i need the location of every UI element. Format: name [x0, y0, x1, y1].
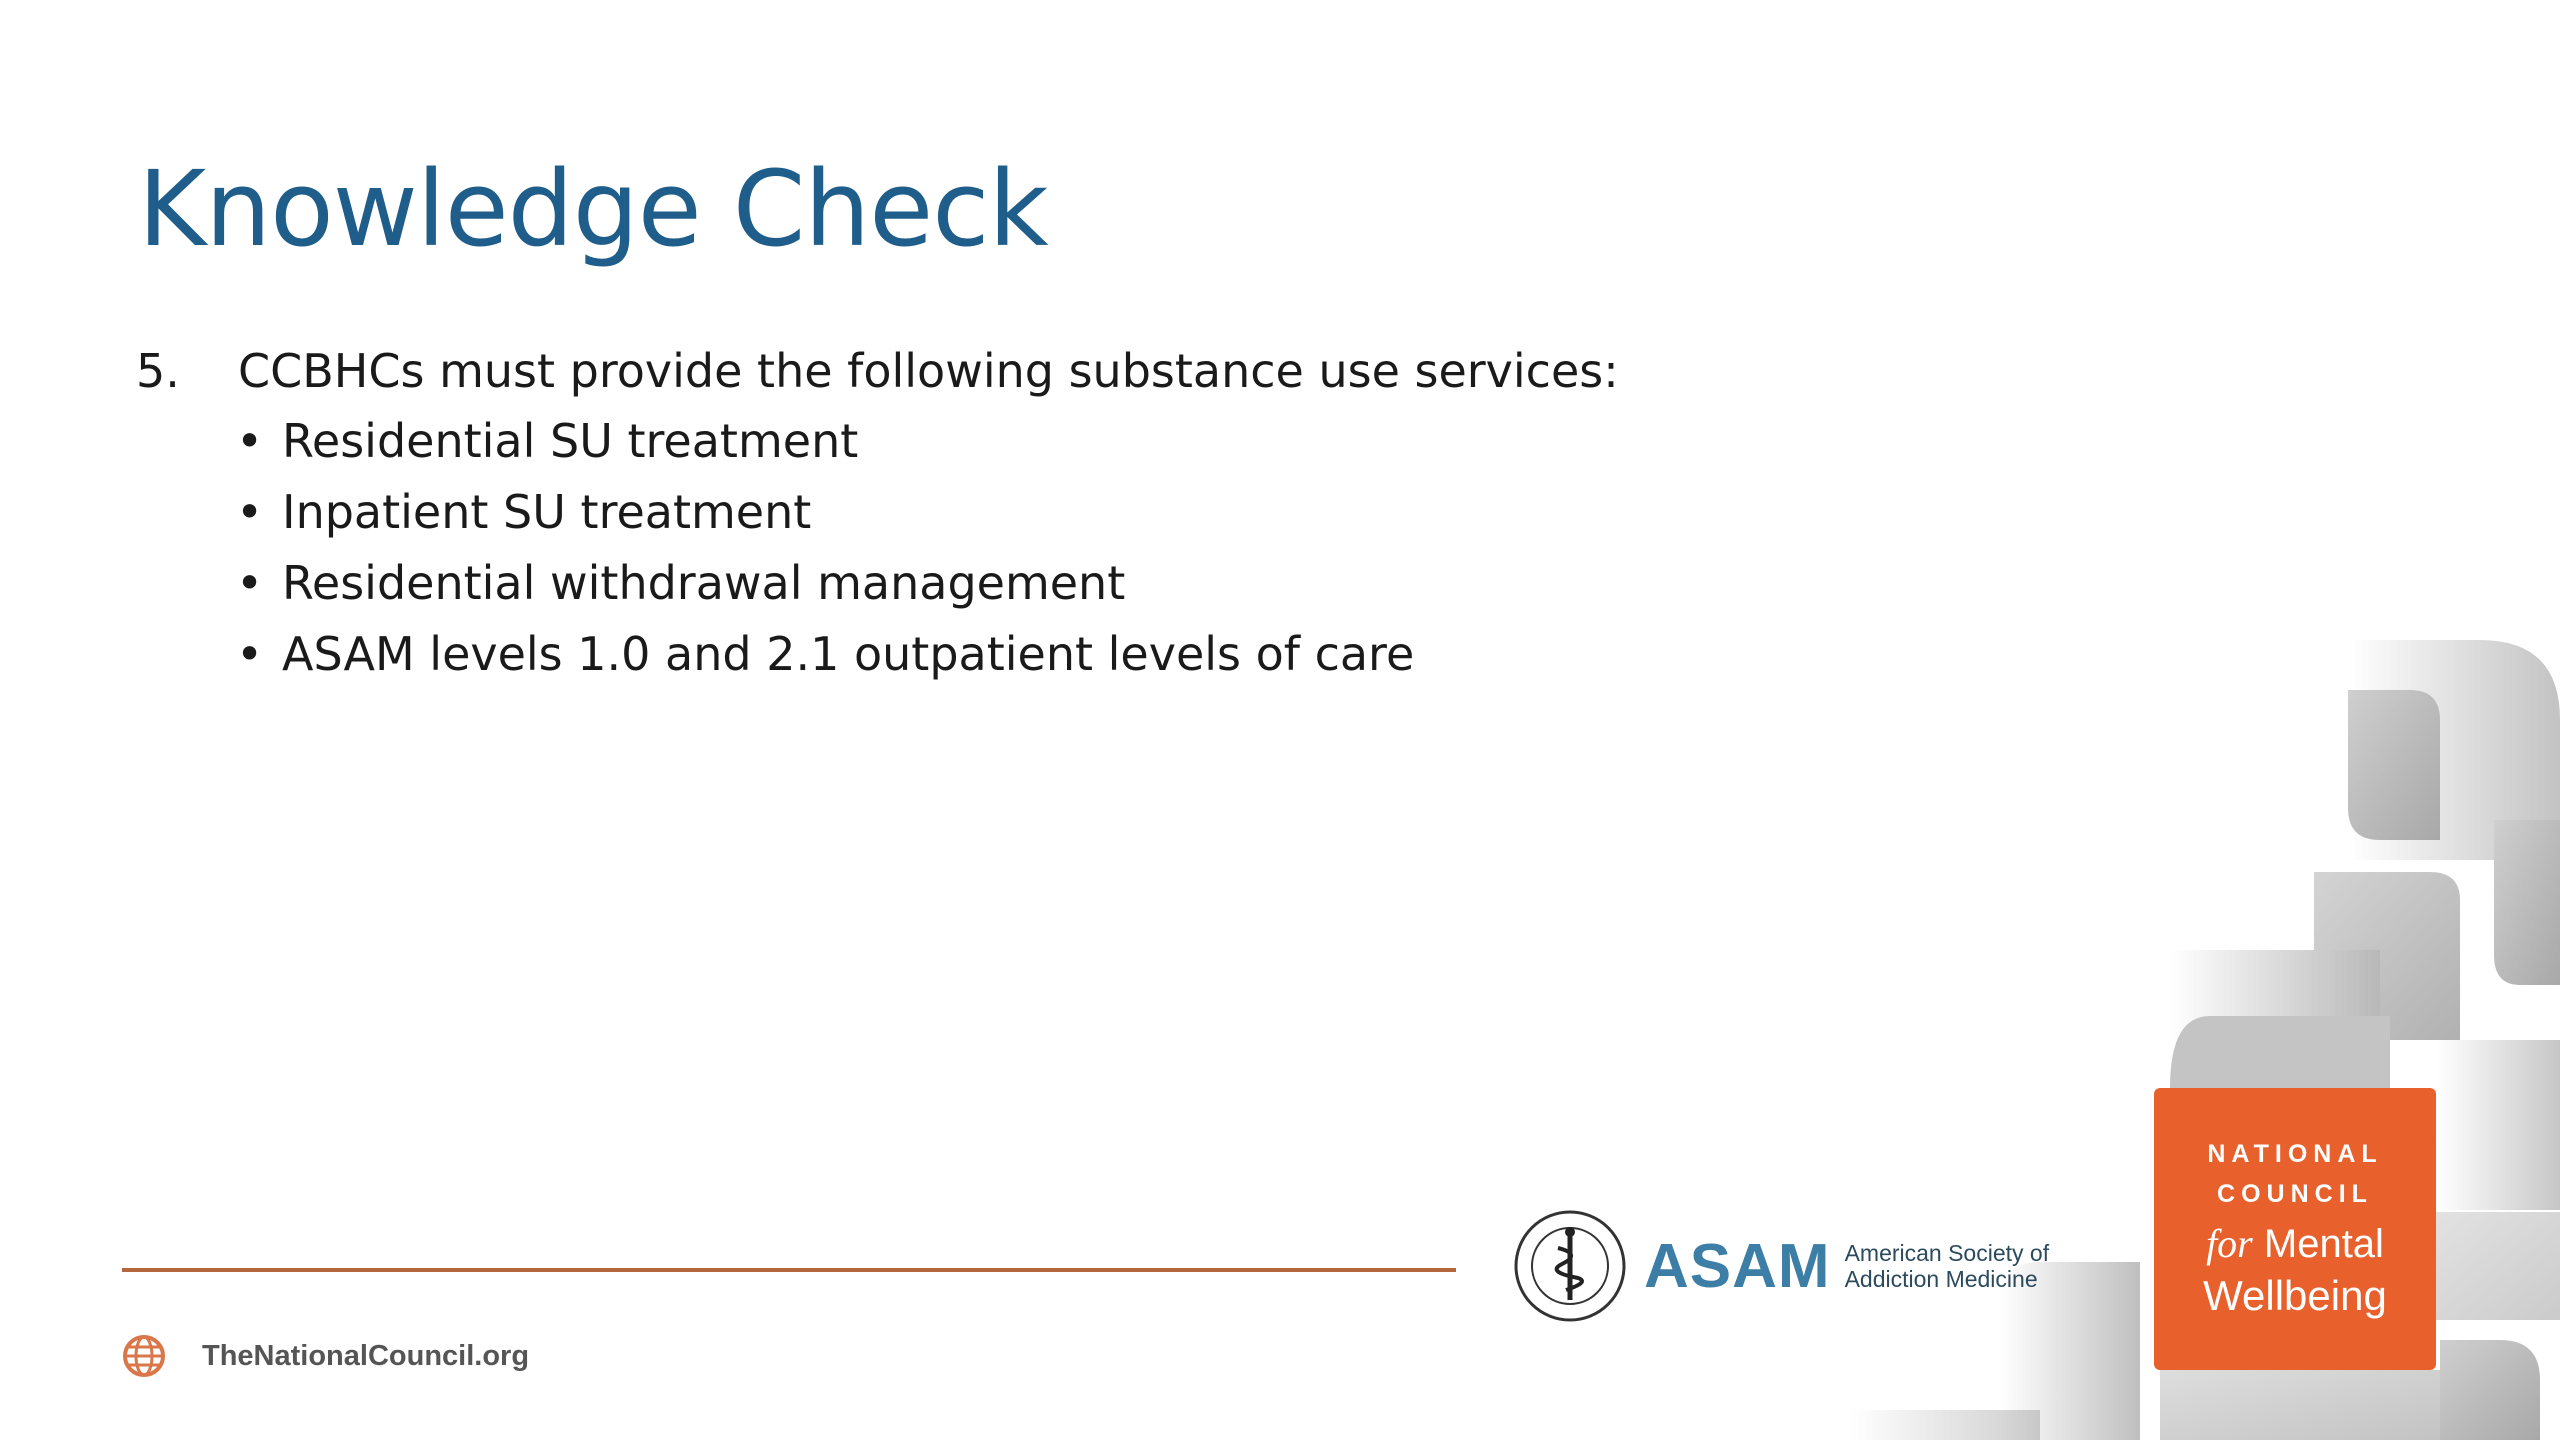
globe-icon: [122, 1334, 166, 1378]
question-number: 5.: [136, 344, 180, 398]
answer-option: [236, 477, 1619, 548]
question-text: CCBHCs must provide the following substance use services:: [238, 344, 1619, 398]
footer-website: [122, 1334, 529, 1378]
logo-for: for: [2206, 1221, 2253, 1266]
bullet-icon: •: [236, 485, 264, 539]
slide-title: Knowledge Check: [138, 148, 1048, 270]
logo-line-national: NATIONAL: [2207, 1140, 2383, 1168]
answer-option-text: Residential withdrawal management: [282, 556, 1126, 610]
website-text: TheNationalCouncil.org: [202, 1339, 530, 1372]
logo-line-wellbeing: Wellbeing: [2203, 1272, 2387, 1319]
answer-options: [136, 406, 1619, 690]
logo-mental: Mental: [2263, 1222, 2384, 1266]
asam-name-line1: American Society of: [1844, 1240, 2050, 1266]
asam-logo: [1512, 1208, 2049, 1324]
logo-line-for-mental: [2154, 1220, 2436, 1267]
asam-seal-icon: [1512, 1208, 1628, 1324]
national-council-logo: [2154, 1088, 2436, 1370]
answer-option: [236, 619, 1619, 690]
bullet-icon: •: [236, 556, 264, 610]
answer-option-text: Residential SU treatment: [282, 414, 859, 468]
answer-option-text: ASAM levels 1.0 and 2.1 outpatient levels of care: [282, 627, 1415, 681]
footer-divider: [122, 1268, 1456, 1272]
asam-acronym: ASAM: [1644, 1231, 1831, 1301]
bullet-icon: •: [236, 414, 264, 468]
question-block: [136, 336, 1619, 690]
answer-option: [236, 406, 1619, 477]
question-row: [136, 336, 1619, 406]
answer-option-text: Inpatient SU treatment: [282, 485, 812, 539]
asam-full-name: [1845, 1240, 2050, 1292]
bullet-icon: •: [236, 627, 264, 681]
logo-line-council: COUNCIL: [2217, 1180, 2373, 1208]
asam-name-line2: Addiction Medicine: [1844, 1266, 2038, 1292]
answer-option: [236, 548, 1619, 619]
